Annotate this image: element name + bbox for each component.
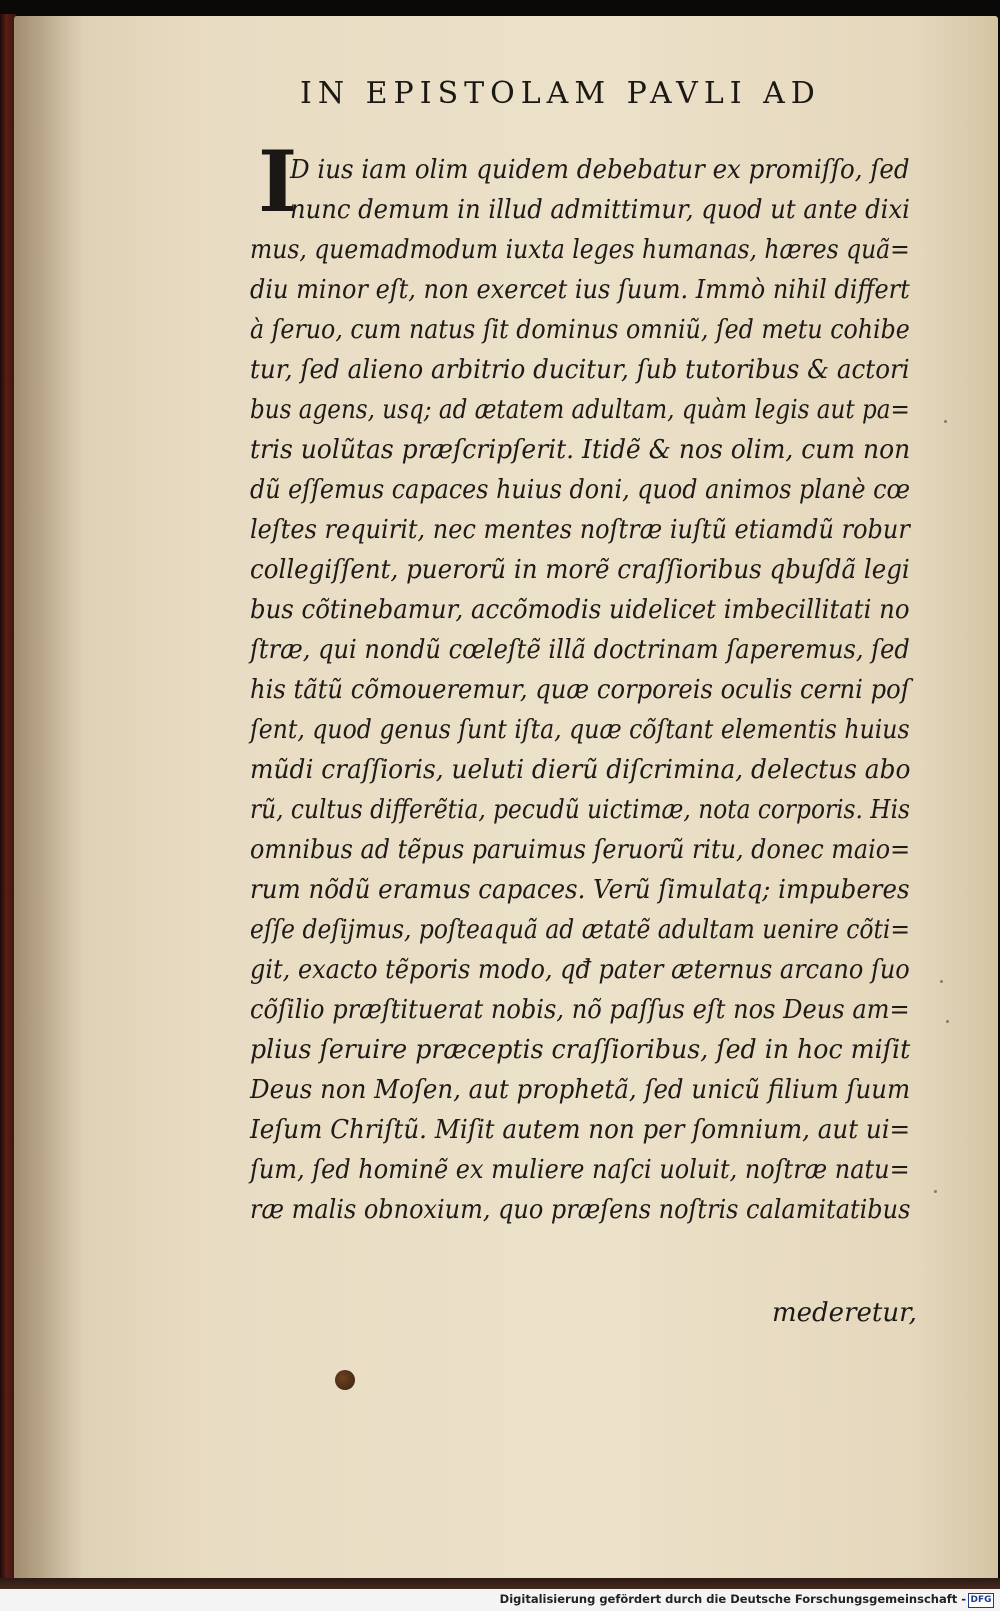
text-line: omnibus ad tẽpus paruimus ſeruorũ ritu, donec maio= bbox=[250, 835, 911, 865]
text-line: mus, quemadmodum iuxta leges humanas, hæres quã= bbox=[250, 235, 910, 265]
margin-speck bbox=[944, 420, 947, 423]
margin-speck bbox=[946, 1020, 949, 1023]
text-line: ſtræ, qui nondũ cœleſtẽ illã doctrinam ſaperemus, ſed bbox=[250, 635, 910, 665]
text-line: tur, ſed alieno arbitrio ducitur, ſub tutoribus & actori bbox=[250, 355, 910, 385]
ink-spot bbox=[335, 1370, 355, 1390]
margin-speck bbox=[940, 980, 943, 983]
text-line: tris uolũtas præſcripſerit. Itidẽ & nos olim, cum non bbox=[250, 435, 911, 465]
text-line: nunc demum in illud admittimur, quod ut ante dixi bbox=[290, 195, 910, 225]
text-line: bus cõtinebamur, accõmodis uidelicet imbecillitati no bbox=[250, 595, 910, 625]
text-line: leſtes requirit, nec mentes noſtræ iuſtũ etiamdũ robur bbox=[250, 515, 910, 545]
text-line: ræ malis obnoxium, quo præſens noſtris calamitatibus bbox=[250, 1195, 911, 1225]
text-line: his tãtũ cõmoueremur, quæ corporeis oculis cerni poſ bbox=[250, 675, 910, 705]
text-line: rum nõdũ eramus capaces. Verũ ſimulatq; impuberes bbox=[250, 875, 910, 905]
text-line: rũ, cultus differẽtia, pecudũ uictimæ, nota corporis. His bbox=[250, 795, 911, 825]
dfg-logo: DFG bbox=[968, 1593, 994, 1608]
text-line: ſum, ſed hominẽ ex muliere naſci uoluit, noſtræ natu= bbox=[250, 1155, 910, 1185]
text-line: git, exacto tẽporis modo, qđ pater æternus arcano ſuo bbox=[250, 955, 910, 985]
margin-speck bbox=[934, 1190, 937, 1193]
text-line: D ius iam olim quidem debebatur ex promiſſo, ſed bbox=[290, 155, 910, 185]
text-line: bus agens, usq; ad ætatem adultam, quàm legis aut pa= bbox=[250, 395, 910, 425]
text-line: eſſe deſijmus, poſteaquã ad ætatẽ adultam uenire cõti= bbox=[250, 915, 911, 945]
text-line: Deus non Moſen, aut prophetã, ſed unicũ filium ſuum bbox=[250, 1075, 911, 1105]
text-line: à ſeruo, cum natus ſit dominus omniũ, ſed metu cohibe bbox=[250, 315, 910, 345]
running-head: IN EPISTOLAM PAVLI AD bbox=[300, 76, 821, 111]
catchword: mederetur, bbox=[772, 1298, 917, 1328]
text-line: diu minor eſt, non exercet ius ſuum. Immò nihil differt bbox=[250, 275, 910, 305]
digitization-credit: Digitalisierung gefördert durch die Deutsche Forschungsgemeinschaft - bbox=[499, 1592, 966, 1606]
text-line: dũ eſſemus capaces huius doni, quod animos planè cœ bbox=[250, 475, 911, 505]
text-line: plius ſeruire præceptis craſſioribus, ſed in hoc miſit bbox=[250, 1035, 911, 1065]
text-line: collegiſſent, puerorũ in morẽ craſſioribus qbuſdã legi bbox=[250, 555, 910, 585]
text-line: ſent, quod genus ſunt iſta, quæ cõſtant elementis huius bbox=[250, 715, 910, 745]
text-line: cõſilio præſtituerat nobis, nõ paſſus eſt nos Deus am= bbox=[250, 995, 910, 1025]
text-line: mũdi craſſioris, ueluti dierũ diſcrimina, delectus abo bbox=[250, 755, 911, 785]
drop-cap-initial: I bbox=[258, 132, 298, 231]
text-line: Ieſum Chriſtũ. Miſit autem non per ſomnium, aut ui= bbox=[250, 1115, 911, 1145]
